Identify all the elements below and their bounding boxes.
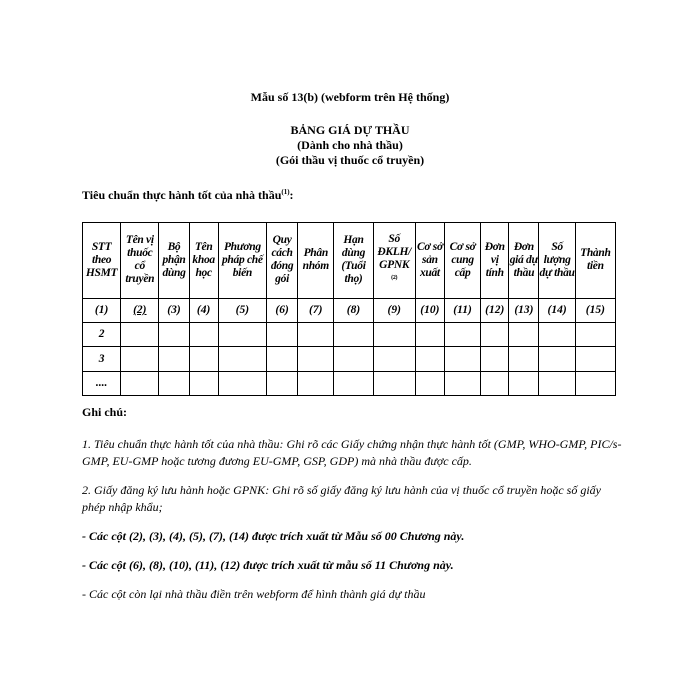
table-cell	[218, 371, 266, 395]
table-cell	[159, 323, 189, 347]
column-number-cell: (12)	[481, 298, 509, 322]
table-cell	[415, 323, 444, 347]
criteria-line	[82, 188, 294, 203]
table-cell	[481, 371, 509, 395]
row-number-cell: 2	[83, 323, 121, 347]
header-cell: Tên khoa học	[189, 223, 218, 299]
table-header-row	[83, 223, 616, 299]
table-cell	[539, 371, 575, 395]
column-number-cell: (11)	[444, 298, 480, 322]
table-cell	[189, 347, 218, 371]
header-cell: Quy cách đóng gói	[266, 223, 297, 299]
table-cell	[121, 347, 159, 371]
note-item: - Các cột còn lại nhà thầu điền trên webform để hình thành giá dự thầu	[82, 587, 426, 601]
document-subtitle-bidder: (Dành cho nhà thầu)	[297, 138, 403, 152]
column-number-cell: (2)	[121, 298, 159, 322]
criteria-label: Tiêu chuẩn thực hành tốt của nhà thầu	[82, 188, 282, 202]
table-cell	[575, 371, 615, 395]
table-cell	[373, 347, 415, 371]
table-cell	[373, 323, 415, 347]
column-number-cell: (3)	[159, 298, 189, 322]
table-cell	[444, 347, 480, 371]
table-cell	[121, 323, 159, 347]
table-cell	[373, 371, 415, 395]
column-number-cell: (1)	[83, 298, 121, 322]
column-number-cell: (5)	[218, 298, 266, 322]
document-subtitle-package: (Gói thầu vị thuốc cổ truyền)	[275, 153, 425, 167]
table-cell	[334, 371, 373, 395]
header-cell-label: Số ĐKLH/ GPNK	[377, 233, 412, 272]
notes-section	[82, 405, 622, 615]
header-cell: STT theo HSMT	[83, 223, 121, 299]
header-cell: Bộ phận dùng	[159, 223, 189, 299]
table-cell	[298, 371, 334, 395]
table-row	[83, 371, 616, 395]
document-title: BẢNG GIÁ DỰ THẦU	[290, 123, 410, 137]
table-cell	[298, 347, 334, 371]
table-cell	[444, 323, 480, 347]
column-number-cell: (14)	[539, 298, 575, 322]
table-cell	[189, 371, 218, 395]
table-cell	[509, 347, 539, 371]
table-cell	[159, 371, 189, 395]
column-number-cell: (15)	[575, 298, 615, 322]
table-cell	[266, 347, 297, 371]
table-cell	[298, 323, 334, 347]
row-number-cell: ....	[83, 371, 121, 395]
note-item: 2. Giấy đăng ký lưu hành hoặc GPNK: Ghi rõ số giấy đăng ký lưu hành của vị thuốc cổ truyền hoặc số giấy phép nhập khẩu;	[82, 483, 601, 514]
criteria-footnote-ref: (1)	[281, 188, 290, 196]
header-footnote-ref: (2)	[391, 275, 398, 282]
table-cell	[189, 323, 218, 347]
table-cell	[575, 323, 615, 347]
table-cell	[218, 323, 266, 347]
note-item: 1. Tiêu chuẩn thực hành tốt của nhà thầu: Ghi rõ các Giấy chứng nhận thực hành tốt (GMP, WHO-GMP, PIC/s-GMP, EU-GMP hoặc tương đương EU-GMP, GSP, GDP) mà nhà thầu được cấp.	[82, 437, 622, 468]
table-cell	[266, 323, 297, 347]
table-cell	[266, 371, 297, 395]
table-cell	[334, 323, 373, 347]
header-cell: Đơn giá dự thầu	[509, 223, 539, 299]
table-cell	[539, 347, 575, 371]
header-cell: Cơ sở cung cấp	[444, 223, 480, 299]
table-row	[83, 347, 616, 371]
column-number-cell: (10)	[415, 298, 444, 322]
column-number-cell: (6)	[266, 298, 297, 322]
column-number-cell: (4)	[189, 298, 218, 322]
table-cell	[509, 323, 539, 347]
table-cell	[415, 371, 444, 395]
header-cell: Phân nhóm	[298, 223, 334, 299]
table-cell	[481, 323, 509, 347]
form-number: Mẫu số 13(b) (webform trên Hệ thống)	[250, 90, 450, 104]
table-cell	[159, 347, 189, 371]
table-cell	[334, 347, 373, 371]
table-cell	[121, 371, 159, 395]
criteria-colon: :	[289, 188, 294, 202]
table-cell	[539, 323, 575, 347]
title-block	[0, 123, 700, 168]
column-number-row	[83, 298, 616, 322]
notes-title: Ghi chú:	[82, 405, 128, 419]
header-cell: Đơn vị tính	[481, 223, 509, 299]
header-cell: Phương pháp chế biến	[218, 223, 266, 299]
table-cell	[444, 371, 480, 395]
header-cell	[373, 223, 415, 299]
table-cell	[415, 347, 444, 371]
table-cell	[481, 347, 509, 371]
column-number-cell: (13)	[509, 298, 539, 322]
note-item: - Các cột (2), (3), (4), (5), (7), (14) được trích xuất từ Mẫu số 00 Chương này.	[82, 529, 465, 543]
table-cell	[575, 347, 615, 371]
header-cell: Số lượng dự thầu	[539, 223, 575, 299]
bid-price-table	[82, 222, 616, 396]
column-number-cell: (7)	[298, 298, 334, 322]
column-number-cell: (8)	[334, 298, 373, 322]
header-cell: Hạn dùng (Tuổi thọ)	[334, 223, 373, 299]
table-cell	[509, 371, 539, 395]
header-cell: Tên vị thuốc cổ truyền	[121, 223, 159, 299]
table-row	[83, 323, 616, 347]
header-cell: Thành tiền	[575, 223, 615, 299]
table-cell	[218, 347, 266, 371]
column-number-cell: (9)	[373, 298, 415, 322]
note-item: - Các cột (6), (8), (10), (11), (12) được trích xuất từ mẫu số 11 Chương này.	[82, 558, 454, 572]
row-number-cell: 3	[83, 347, 121, 371]
header-cell: Cơ sở sản xuất	[415, 223, 444, 299]
